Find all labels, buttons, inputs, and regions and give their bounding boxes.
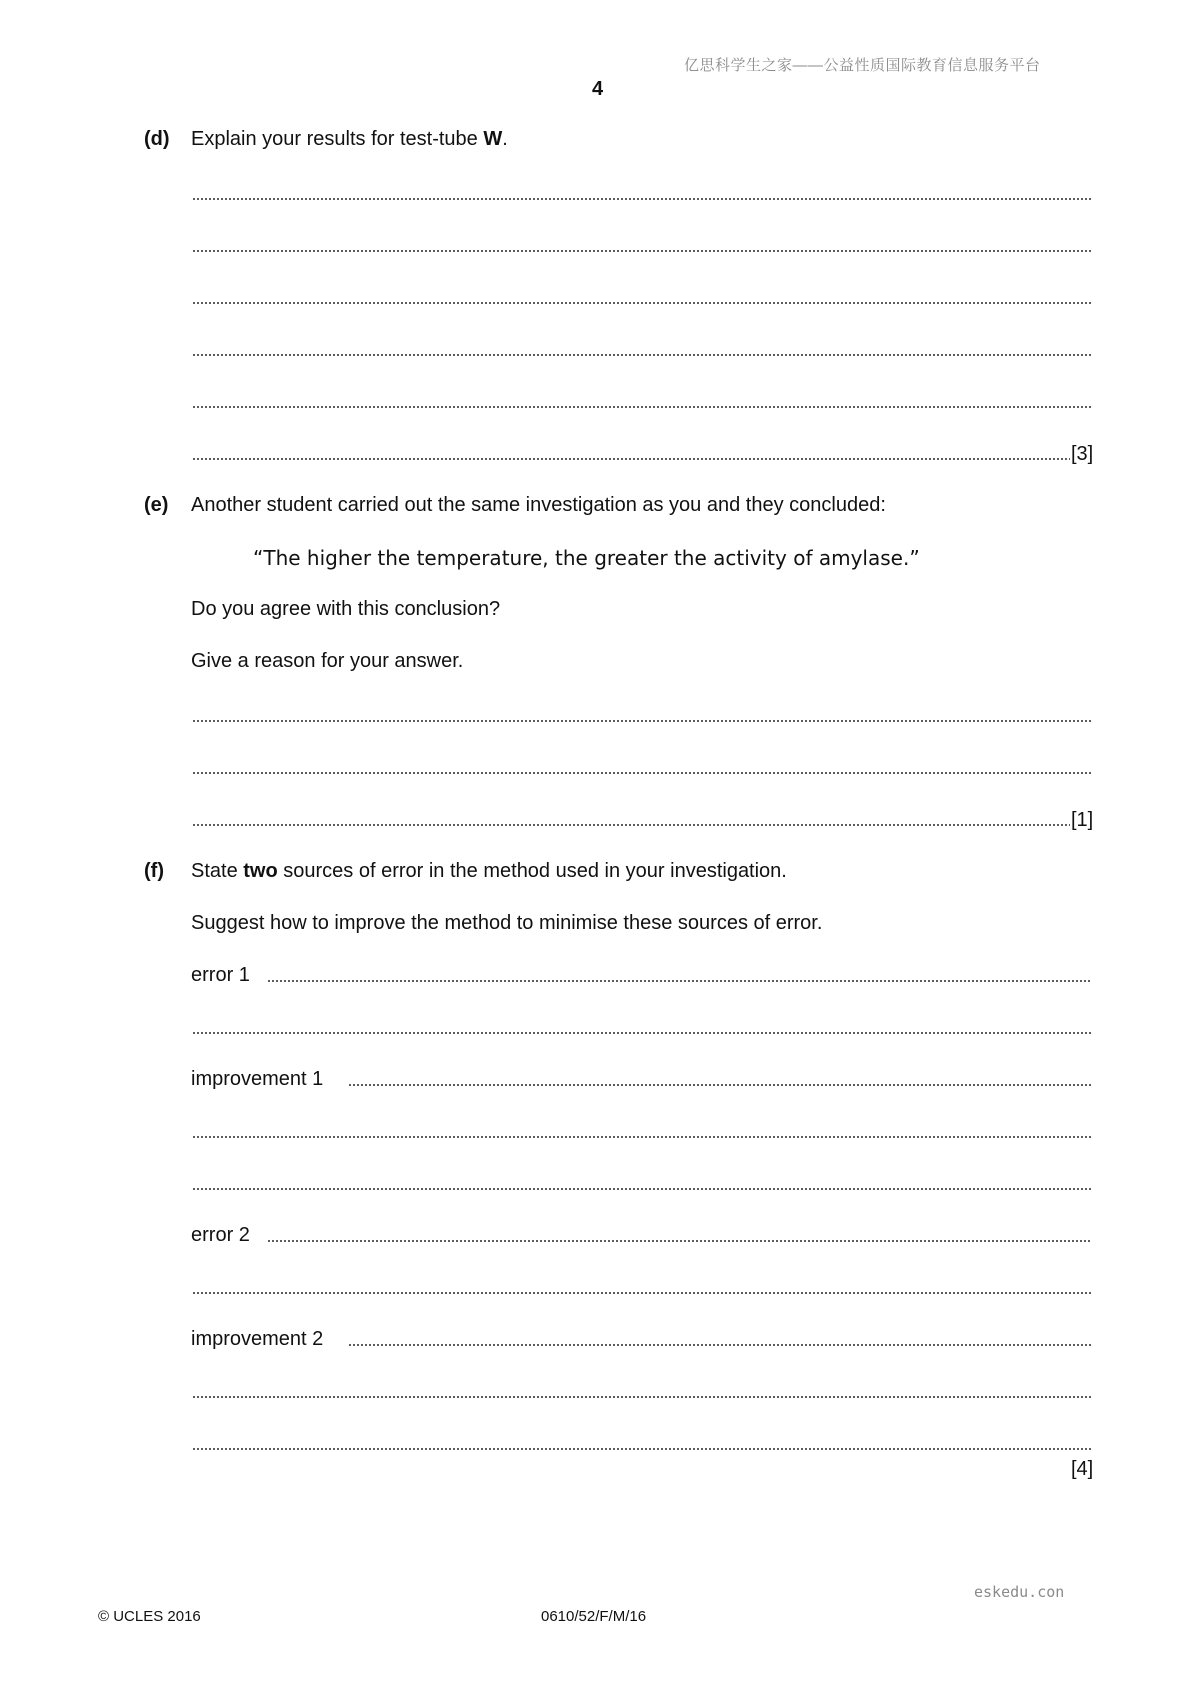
answer-line-d-1[interactable] (192, 198, 1092, 200)
question-f-text-bold: two (243, 860, 278, 882)
question-f-text-pre: State (191, 860, 244, 882)
answer-line-d-4[interactable] (192, 354, 1092, 356)
answer-line-improvement-1b[interactable] (192, 1136, 1092, 1138)
question-e-quote: “The higher the temperature, the greater the activity of amylase.” (253, 546, 920, 570)
marks-f: [4] (1071, 1458, 1094, 1480)
answer-line-error-1[interactable] (267, 980, 1092, 982)
answer-line-e-3[interactable] (192, 824, 1070, 826)
question-d-text-pre: Explain your results for test-tube (191, 128, 484, 150)
header-watermark: 亿思科学生之家——公益性质国际教育信息服务平台 (684, 57, 1041, 74)
error-2-label: error 2 (191, 1224, 250, 1246)
answer-line-error-2[interactable] (267, 1240, 1092, 1242)
improvement-2-label: improvement 2 (191, 1328, 324, 1350)
error-1-label: error 1 (191, 964, 250, 986)
answer-line-d-5[interactable] (192, 406, 1092, 408)
answer-line-e-1[interactable] (192, 720, 1092, 722)
question-f-suggest: Suggest how to improve the method to minimise these sources of error. (191, 912, 823, 934)
footer-code: 0610/52/F/M/16 (541, 1608, 647, 1625)
question-e-question: Do you agree with this conclusion? (191, 598, 501, 620)
question-d-text-bold: W (483, 128, 503, 150)
question-e-label: (e) (144, 494, 169, 516)
question-f-text (191, 860, 787, 883)
answer-line-improvement-1c[interactable] (192, 1188, 1092, 1190)
answer-line-improvement-1[interactable] (348, 1084, 1092, 1086)
marks-e: [1] (1071, 809, 1094, 831)
answer-line-improvement-2c[interactable] (192, 1448, 1092, 1450)
question-d-text (191, 128, 508, 151)
answer-line-d-3[interactable] (192, 302, 1092, 304)
question-d-label: (d) (144, 128, 170, 150)
answer-line-error-1b[interactable] (192, 1032, 1092, 1034)
answer-line-improvement-2b[interactable] (192, 1396, 1092, 1398)
footer-copyright: © UCLES 2016 (98, 1608, 201, 1625)
question-e-instruction: Give a reason for your answer. (191, 650, 464, 672)
footer-watermark: eskedu.con (974, 1583, 1065, 1601)
page-number: 4 (592, 78, 604, 100)
question-e-intro: Another student carried out the same investigation as you and they concluded: (191, 494, 886, 516)
marks-d: [3] (1071, 443, 1094, 465)
improvement-1-label: improvement 1 (191, 1068, 324, 1090)
answer-line-d-2[interactable] (192, 250, 1092, 252)
answer-line-e-2[interactable] (192, 772, 1092, 774)
question-f-label: (f) (144, 860, 164, 882)
answer-line-improvement-2[interactable] (348, 1344, 1092, 1346)
question-f-text-post: sources of error in the method used in your investigation. (277, 860, 787, 882)
answer-line-d-6[interactable] (192, 458, 1070, 460)
answer-line-error-2b[interactable] (192, 1292, 1092, 1294)
question-d-text-post: . (502, 128, 508, 150)
